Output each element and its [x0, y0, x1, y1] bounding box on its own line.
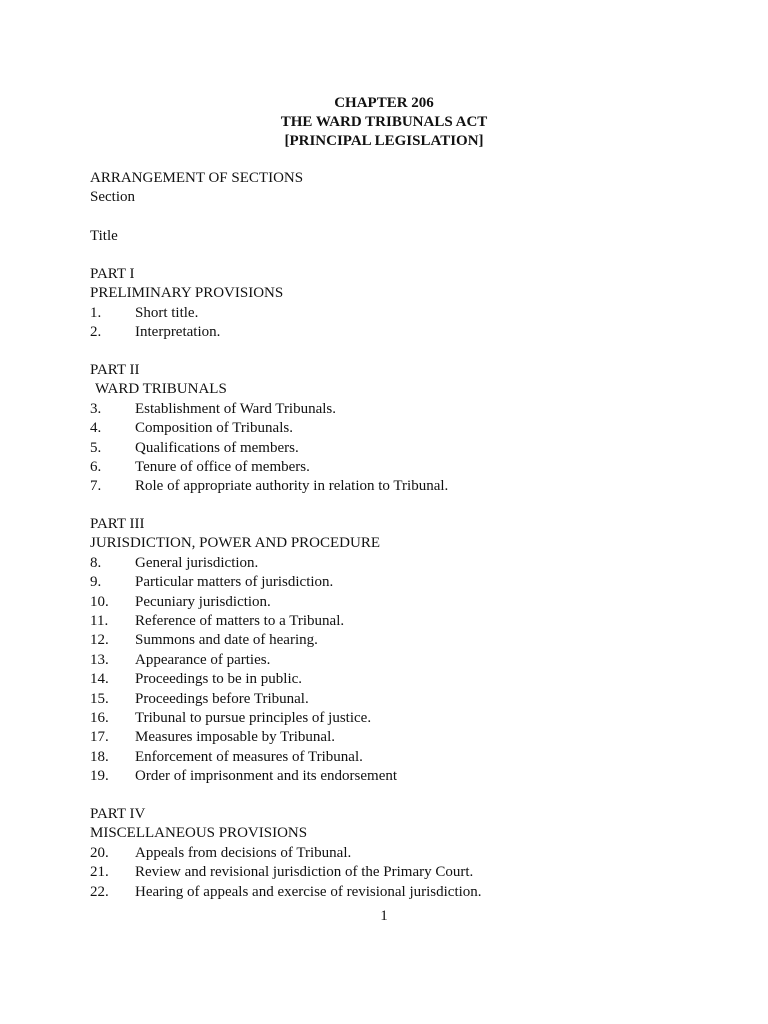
page-number: 1: [380, 908, 388, 924]
section-number: 14.: [90, 671, 109, 688]
part-label: PART II: [90, 362, 140, 378]
arrangement-block: [90, 169, 303, 208]
section-title: Enforcement of measures of Tribunal.: [135, 748, 363, 765]
section-number: 20.: [90, 844, 109, 861]
section-entry: [90, 400, 448, 419]
section-title: General jurisdiction.: [135, 554, 259, 571]
title-row: [90, 227, 118, 246]
section-title: Short title.: [135, 304, 199, 321]
section-entry: [90, 323, 283, 342]
section-number: 6.: [90, 458, 102, 475]
section-title: Composition of Tribunals.: [135, 420, 293, 437]
section-title: Summons and date of hearing.: [135, 632, 318, 649]
section-number: 8.: [90, 554, 102, 571]
section-number: 16.: [90, 709, 109, 726]
section-number: 5.: [90, 439, 102, 456]
section-number: 2.: [90, 324, 102, 341]
part-3: [90, 515, 397, 786]
part-2: [90, 361, 448, 497]
arrangement-title: ARRANGEMENT OF SECTIONS: [90, 170, 304, 186]
section-entry: [90, 458, 448, 477]
section-entry: [90, 439, 448, 458]
section-title: Qualifications of members.: [135, 439, 299, 456]
section-entry: [90, 477, 448, 496]
section-title: Order of imprisonment and its endorsement: [135, 768, 398, 785]
section-entry: [90, 593, 397, 612]
part-label: PART IV: [90, 806, 146, 822]
section-number: 9.: [90, 574, 102, 591]
section-number: 11.: [90, 612, 109, 629]
part-label: PART III: [90, 516, 145, 532]
section-entry: [90, 670, 397, 689]
section-number: 18.: [90, 748, 109, 765]
section-title: Tenure of office of members.: [135, 458, 310, 475]
section-number: 19.: [90, 768, 109, 785]
section-number: 1.: [90, 304, 102, 321]
section-title: Interpretation.: [135, 324, 221, 341]
section-entry: [90, 709, 397, 728]
section-entry: [90, 573, 397, 592]
section-entry: [90, 863, 482, 882]
section-number: 15.: [90, 690, 109, 707]
section-entry: [90, 690, 397, 709]
section-entry: [90, 844, 482, 863]
section-number: 10.: [90, 593, 109, 610]
part-heading: PRELIMINARY PROVISIONS: [90, 285, 284, 302]
section-title: Role of appropriate authority in relation to Tribunal.: [135, 478, 449, 495]
section-title: Appearance of parties.: [135, 651, 271, 668]
section-number: 21.: [90, 864, 109, 881]
section-title: Hearing of appeals and exercise of revisional jurisdiction.: [135, 883, 482, 900]
part-4: [90, 805, 482, 902]
section-number: 17.: [90, 729, 109, 746]
legislation-label: [PRINCIPAL LEGISLATION]: [284, 133, 484, 149]
part-label: PART I: [90, 266, 135, 282]
section-title: Appeals from decisions of Tribunal.: [135, 844, 352, 861]
section-title: Particular matters of jurisdiction.: [135, 574, 334, 591]
section-title: Tribunal to pursue principles of justice.: [135, 709, 372, 726]
part-heading: MISCELLANEOUS PROVISIONS: [90, 825, 308, 842]
title-label: Title: [90, 228, 118, 244]
section-entry: [90, 612, 397, 631]
section-entry: [90, 651, 397, 670]
section-number: 7.: [90, 478, 102, 495]
section-title: Proceedings to be in public.: [135, 671, 303, 688]
section-title: Proceedings before Tribunal.: [135, 690, 309, 707]
section-number: 13.: [90, 651, 109, 668]
section-number: 22.: [90, 883, 109, 900]
section-title: Pecuniary jurisdiction.: [135, 593, 271, 610]
section-entry: [90, 419, 448, 438]
section-label: Section: [90, 189, 135, 206]
section-title: Measures imposable by Tribunal.: [135, 729, 335, 746]
section-title: Establishment of Ward Tribunals.: [135, 400, 337, 417]
act-title: THE WARD TRIBUNALS ACT: [280, 114, 488, 130]
section-entry: [90, 554, 397, 573]
section-number: 3.: [90, 400, 102, 417]
section-entry: [90, 304, 283, 323]
section-title: Review and revisional jurisdiction of the Primary Court.: [135, 864, 474, 881]
part-1: [90, 265, 283, 343]
section-entry: [90, 883, 482, 902]
section-title: Reference of matters to a Tribunal.: [135, 612, 345, 629]
section-entry: [90, 631, 397, 650]
section-entry: [90, 767, 397, 786]
section-entry: [90, 728, 397, 747]
part-heading: WARD TRIBUNALS: [95, 381, 227, 398]
chapter-number: CHAPTER 206: [334, 95, 434, 111]
section-entry: [90, 748, 397, 767]
section-number: 12.: [90, 632, 109, 649]
section-number: 4.: [90, 420, 102, 437]
part-heading: JURISDICTION, POWER AND PROCEDURE: [90, 535, 381, 552]
